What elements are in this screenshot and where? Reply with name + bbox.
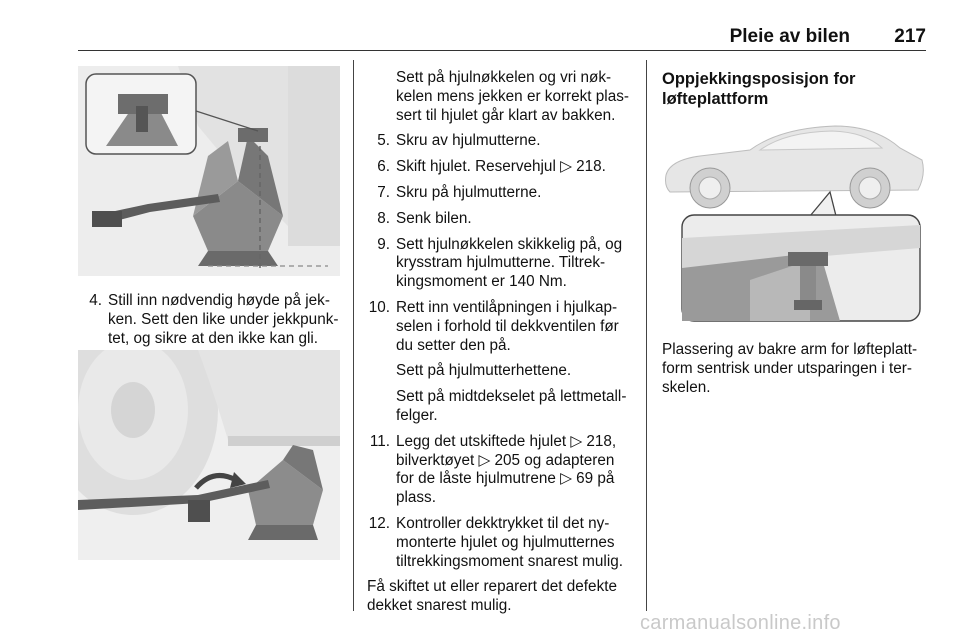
step-number: 7. — [377, 183, 390, 201]
text-line: Sett på hjulnøkkelen og vri nøk- — [396, 69, 612, 86]
caption-line: form sentrisk under utsparingen i ter- — [662, 359, 912, 377]
page-ref-arrow-icon: ▷ — [560, 158, 572, 176]
page-ref-arrow-icon: ▷ — [560, 470, 572, 488]
step-9 — [366, 236, 638, 292]
step-12 — [366, 515, 638, 571]
section-heading-line: løfteplattform — [662, 90, 769, 108]
step-number: 9. — [377, 235, 390, 253]
step-text-line: krysstram hjulmutterne. Tiltrek- — [396, 254, 606, 272]
text: , — [611, 432, 617, 450]
step-text-line — [396, 452, 638, 471]
text: og adapteren — [520, 451, 615, 469]
step-10 — [366, 299, 638, 355]
caption-line: Plassering av bakre arm for løfteplatt- — [662, 341, 918, 358]
step-number: 11. — [369, 432, 390, 450]
step-text-line: plass. — [396, 489, 436, 507]
step-text-line: tet, og sikre at den ikke kan gli. — [108, 329, 319, 347]
step-number: 8. — [377, 209, 390, 227]
jack-under-vehicle-illustration — [78, 350, 340, 560]
page-ref-link[interactable]: 69 — [576, 470, 594, 488]
step-5 — [366, 132, 638, 151]
text-line: Få skiftet ut eller reparert det defekte — [367, 578, 617, 596]
text: bilverktøyet — [396, 451, 479, 469]
step-text-line: Sett hjulnøkkelen skikkelig på, og — [396, 235, 623, 253]
step-text-line: du setter den på. — [396, 336, 511, 354]
step-text-line: monterte hjulet og hjulmutternes — [396, 533, 615, 551]
page-ref-link[interactable]: 218 — [576, 158, 602, 176]
text: Legg det utskiftede hjulet — [396, 432, 571, 450]
step-text-line — [396, 433, 638, 452]
step-number: 12. — [368, 514, 390, 532]
page-header — [0, 0, 960, 52]
step-text-line: tiltrekkingsmoment snarest mulig. — [396, 552, 623, 570]
step-10-note — [366, 388, 638, 426]
step-text-line: Still inn nødvendig høyde på jek- — [108, 292, 330, 309]
step-text-line — [396, 158, 638, 177]
step-text-line: Rett inn ventilåpningen i hjulkap- — [396, 298, 618, 316]
step-text-line: Skru på hjulmutterne. — [396, 183, 542, 201]
caption-line: skelen. — [662, 378, 711, 396]
step-6 — [366, 158, 638, 177]
text-line: kelen mens jekken er korrekt plas- — [396, 87, 629, 105]
page-ref-arrow-icon: ▷ — [570, 432, 583, 450]
section-title: Pleie av bilen — [729, 26, 850, 47]
page-ref-arrow-icon: ▷ — [478, 451, 491, 469]
watermark: carmanualsonline.info — [640, 612, 841, 634]
text: på — [593, 470, 615, 488]
step-text-line: selen i forhold til dekkventilen før — [396, 317, 619, 335]
step-number: 5. — [377, 132, 390, 150]
step-text-line: Skru av hjulmutterne. — [396, 132, 541, 150]
step-text-line: Kontroller dekktrykket til det ny- — [396, 514, 610, 532]
step-7 — [366, 184, 638, 203]
step-text-line: Senk bilen. — [396, 209, 472, 227]
step-text-line: kingsmoment er 140 Nm. — [396, 273, 567, 291]
step-8 — [366, 210, 638, 229]
text: Skift hjulet. Reservehjul — [396, 158, 561, 176]
step-4 — [78, 292, 346, 348]
text-line: sert til hjulet går klart av bakken. — [396, 106, 616, 124]
page-ref-link[interactable]: 205 — [494, 451, 520, 469]
step-number: 4. — [89, 292, 102, 309]
jack-positioning-illustration — [78, 66, 340, 276]
step-11 — [366, 433, 638, 508]
text-line: dekket snarest mulig. — [367, 597, 512, 615]
section-heading-line: Oppjekkingsposisjon for — [662, 70, 856, 88]
text-line: felger. — [396, 406, 438, 424]
text-line: Sett på midtdekselet på lettmetall- — [396, 388, 627, 406]
column-2-text — [366, 69, 638, 616]
closing-paragraph — [367, 578, 638, 616]
column-1-text — [78, 292, 346, 348]
step-text-line — [396, 470, 638, 489]
step-number: 10. — [368, 298, 390, 316]
step-number: 6. — [377, 158, 390, 176]
step-10-note — [366, 362, 638, 381]
column-divider-right — [646, 60, 647, 611]
column-3-heading — [662, 69, 932, 109]
text-line: Sett på hjulmutterhettene. — [396, 362, 572, 380]
column-divider-left — [353, 60, 354, 611]
step-text-line: ken. Sett den like under jekkpunk- — [108, 310, 339, 328]
text: . — [601, 158, 606, 176]
page-ref-link[interactable]: 218 — [586, 432, 612, 450]
page-number: 217 — [894, 26, 926, 47]
lift-platform-position-illustration — [660, 120, 926, 325]
figure-caption — [662, 341, 934, 397]
text: for de låste hjulmutrene — [396, 470, 561, 488]
instruction-paragraph — [366, 69, 638, 125]
header-rule — [78, 50, 926, 51]
